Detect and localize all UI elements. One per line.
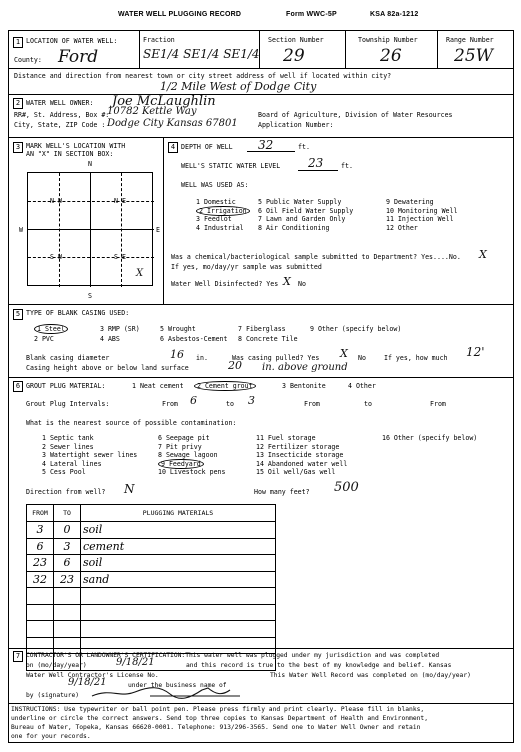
table-cell[interactable]: cement (81, 538, 276, 555)
section-3-number: 3 (13, 142, 23, 153)
grout-option-0[interactable]: 1 Neat cement (132, 382, 184, 390)
contam-option-4[interactable]: 2 Sewer lines (42, 442, 94, 451)
table-cell[interactable] (54, 604, 81, 621)
mark-label-2: AN "X" IN SECTION BOX: (26, 150, 114, 158)
table-header: PLUGGING MATERIALS (81, 505, 276, 522)
contam-option-8[interactable]: 3 Watertight sewer lines (42, 451, 138, 459)
grout-option-1[interactable]: 2 Cement grout (194, 382, 256, 390)
table-cell[interactable]: 23 (54, 571, 81, 588)
contam-option-12[interactable]: 4 Lateral lines (42, 459, 102, 468)
use-option-5[interactable]: 10 Monitoring Well (386, 206, 458, 215)
casing-type-2[interactable]: 5 Wrought (160, 325, 196, 333)
ksa-number: KSA 82a-1212 (370, 11, 419, 18)
nw-label: N W (50, 197, 62, 205)
contam-option-3[interactable]: 16 Other (specify below) (382, 434, 478, 442)
depth-unit: ft. (298, 143, 310, 151)
instructions-line-2: underline or circle the correct answers. Send top three copies to Kansas Department of Health and Environment, (11, 715, 429, 722)
use-option-4[interactable]: 6 Oil Field Water Supply (258, 206, 354, 215)
divider (8, 68, 514, 69)
use-option-10[interactable]: 8 Air Conditioning (258, 223, 330, 232)
board-text: Board of Agriculture, Division of Water Resources (258, 111, 453, 119)
section-7-number: 7 (13, 651, 23, 662)
table-row (27, 538, 276, 555)
contam-option-2[interactable]: 11 Fuel storage (256, 434, 316, 442)
grout-label: GROUT PLUG MATERIAL: (26, 382, 106, 390)
contam-option-13[interactable]: 9 Feedyard (158, 460, 204, 468)
cert-line-1: CONTRACTOR'S OR LANDOWNER'S CERTIFICATION:This water well was plugged under my jurisdiction and was completed (26, 652, 440, 659)
chem-answer[interactable]: X (479, 248, 487, 261)
table-row (27, 571, 276, 588)
table-cell[interactable] (81, 621, 276, 638)
casing-type-1[interactable]: 3 RMP (SR) (100, 325, 140, 333)
contam-option-5[interactable]: 7 Pit privy (158, 442, 202, 451)
static-unit: ft. (341, 162, 353, 170)
record-date[interactable]: 9/18/21 (68, 677, 107, 688)
static-label: WELL'S STATIC WATER LEVEL (181, 162, 281, 170)
direction-value[interactable]: N (124, 482, 135, 496)
se-label: S E (114, 253, 126, 261)
pulled-no: No (358, 354, 366, 362)
location-label: LOCATION OF WATER WELL: (26, 37, 118, 45)
howmuch-label: If yes, how much (384, 354, 448, 362)
signature[interactable] (90, 684, 250, 700)
cert-line-2a: on (mo/day/year) (26, 662, 87, 669)
table-cell[interactable]: sand (81, 571, 276, 588)
casing-type-6[interactable]: 4 ABS (100, 334, 120, 343)
casing-type-8[interactable]: 8 Concrete Tile (238, 334, 298, 343)
howmuch-value[interactable]: 12' (466, 345, 485, 359)
contam-option-6[interactable]: 12 Fertilizer storage (256, 442, 340, 451)
west-label: W (19, 226, 23, 234)
section-2-number: 2 (13, 98, 23, 109)
county-label: County: (14, 56, 42, 64)
table-row (27, 522, 276, 539)
divider (259, 30, 260, 68)
address-value[interactable]: 10782 Kettle Way (107, 106, 197, 117)
static-value[interactable]: 23 (308, 156, 324, 170)
pulled-label: Was casing pulled? Yes (232, 354, 320, 362)
table-row (27, 588, 276, 605)
feet-value[interactable]: 500 (334, 480, 359, 495)
height-value[interactable]: 20 (228, 359, 242, 372)
height-note[interactable]: in. above ground (262, 362, 348, 373)
range-label: Range Number (446, 36, 494, 44)
township-value[interactable]: 26 (380, 46, 402, 66)
divider (437, 30, 438, 68)
completion-date[interactable]: 9/18/21 (116, 657, 155, 668)
grout-option-2[interactable]: 3 Bentonite (282, 382, 326, 390)
cert-line-3a: Water Well Contractor's License No. (26, 672, 159, 679)
from-label-3: From (430, 400, 446, 408)
table-cell[interactable]: 32 (27, 571, 54, 588)
south-label: S (88, 292, 92, 300)
from-label-1: From (162, 400, 178, 408)
chem-date-label: If yes, mo/day/yr sample was submitted (171, 263, 322, 271)
table-cell[interactable]: 3 (27, 522, 54, 539)
ne-label: N E (114, 197, 126, 205)
height-label: Casing height above or below land surface (26, 364, 189, 372)
table-cell[interactable] (27, 621, 54, 638)
divider (139, 30, 140, 68)
contam-option-14[interactable]: 14 Abandoned water well (256, 459, 348, 468)
use-option-2[interactable]: 9 Dewatering (386, 198, 434, 206)
diameter-label: Blank casing diameter (26, 354, 110, 362)
use-option-3[interactable]: 2 Irrigation (196, 207, 250, 215)
table-cell[interactable] (81, 604, 276, 621)
well-mark[interactable]: X (136, 268, 144, 279)
table-cell[interactable] (54, 621, 81, 638)
divider (8, 304, 514, 305)
to-label-2: to (364, 400, 372, 408)
owner-value[interactable]: Joe McLaughlin (112, 94, 216, 109)
table-cell[interactable]: 0 (54, 522, 81, 539)
depth-label: DEPTH OF WELL (181, 143, 233, 151)
section-value[interactable]: 29 (283, 46, 305, 66)
range-value[interactable]: 25W (454, 46, 494, 66)
from-label-2: From (304, 400, 320, 408)
diameter-value[interactable]: 16 (170, 348, 184, 361)
casing-type-label: TYPE OF BLANK CASING USED: (26, 309, 130, 317)
table-cell[interactable]: soil (81, 555, 276, 572)
use-option-6[interactable]: 3 Feedlot (196, 215, 232, 223)
table-cell[interactable]: soil (81, 522, 276, 539)
intervals-label: Grout Plug Intervals: (26, 400, 110, 408)
table-header: TO (54, 505, 81, 522)
disinfected-label: Water Well Disinfected? Yes (171, 280, 279, 288)
fraction-label: Fraction (143, 36, 175, 44)
grout-option-3[interactable]: 4 Other (348, 382, 376, 390)
city-label: City, State, ZIP Code : (14, 121, 106, 129)
cert-line-5: by (signature) (26, 692, 80, 699)
casing-type-7[interactable]: 6 Asbestos-Cement (160, 334, 228, 343)
underline (298, 170, 338, 171)
owner-label: WATER WELL OWNER: (26, 99, 94, 107)
used-label: WELL WAS USED AS: (181, 181, 249, 189)
application-label: Application Number: (258, 121, 334, 129)
use-option-9[interactable]: 4 Industrial (196, 223, 244, 232)
table-row (27, 621, 276, 638)
contam-option-1[interactable]: 6 Seepage pit (158, 434, 210, 442)
table-cell[interactable] (27, 588, 54, 605)
use-option-1[interactable]: 5 Public Water Supply (258, 198, 342, 206)
from-value-1[interactable]: 6 (190, 394, 197, 407)
form-number: Form WWC-5P (286, 11, 337, 18)
divider (8, 94, 514, 95)
table-row (27, 555, 276, 572)
contamination-label: What is the nearest source of possible contamination: (26, 419, 237, 427)
form-title: WATER WELL PLUGGING RECORD (118, 11, 242, 18)
distance-label: Distance and direction from nearest town or city street address of well if located within city? (14, 72, 392, 80)
table-cell[interactable]: 6 (27, 538, 54, 555)
disinfected-answer[interactable]: X (283, 275, 291, 288)
table-cell[interactable]: 3 (54, 538, 81, 555)
table-cell[interactable] (27, 604, 54, 621)
divider (8, 703, 514, 704)
table-cell[interactable] (81, 588, 276, 605)
city-value[interactable]: Dodge City Kansas 67801 (107, 118, 238, 129)
casing-type-4[interactable]: 9 Other (specify below) (310, 325, 402, 333)
contam-option-0[interactable]: 1 Septic tank (42, 434, 94, 442)
use-option-7[interactable]: 7 Lawn and Garden Only (258, 215, 346, 223)
diameter-unit: in. (196, 354, 208, 362)
feet-label: How many feet? (254, 488, 310, 496)
contam-option-16[interactable]: 5 Cess Pool (42, 468, 86, 476)
disinfected-no: No (298, 280, 306, 288)
plugging-table (26, 504, 276, 671)
cert-line-4: under the business name of (128, 682, 227, 689)
casing-type-3[interactable]: 7 Fiberglass (238, 325, 286, 333)
depth-value[interactable]: 32 (258, 138, 274, 152)
mark-label-1: MARK WELL'S LOCATION WITH (26, 142, 126, 150)
use-option-11[interactable]: 12 Other (386, 223, 418, 232)
section-label: Section Number (268, 36, 324, 44)
section-1-number: 1 (13, 37, 23, 48)
casing-type-0[interactable]: 1 Steel (34, 325, 68, 333)
divider (345, 30, 346, 68)
to-label-1: to (226, 400, 234, 408)
to-value-1[interactable]: 3 (248, 394, 255, 407)
divider (8, 648, 514, 649)
sw-label: S W (50, 253, 62, 261)
north-label: N (88, 160, 92, 168)
use-option-0[interactable]: 1 Domestic (196, 198, 236, 206)
section-box[interactable] (27, 172, 153, 286)
contam-option-17[interactable]: 10 Livestock pens (158, 468, 226, 476)
casing-type-5[interactable]: 2 PVC (34, 334, 54, 343)
table-cell[interactable]: 6 (54, 555, 81, 572)
cert-line-3b: This Water Well Record was completed on (mo/day/year) (270, 672, 471, 679)
direction-label: Direction from well? (26, 488, 106, 496)
section-6-number: 6 (13, 381, 23, 392)
divider (8, 377, 514, 378)
table-cell[interactable]: 23 (27, 555, 54, 572)
east-label: E (156, 226, 160, 234)
contam-option-10[interactable]: 13 Insecticide storage (256, 451, 344, 459)
divider (163, 137, 164, 304)
pulled-answer[interactable]: X (340, 347, 348, 360)
contam-option-18[interactable]: 15 Oil well/Gas well (256, 468, 336, 476)
distance-value[interactable]: 1/2 Mile West of Dodge City (160, 80, 317, 93)
fraction-value[interactable]: SE1/4 SE1/4 SE1/4 (143, 47, 260, 61)
table-header: FROM (27, 505, 54, 522)
instructions-line-1: INSTRUCTIONS: Use typewriter or ball point pen. Please press firmly and print clearly. Please fill in blanks, (11, 706, 425, 713)
township-label: Township Number (358, 36, 418, 44)
use-option-8[interactable]: 11 Injection Well (386, 215, 454, 223)
instructions-line-4: one for your records. (11, 733, 91, 740)
section-4-number: 4 (168, 142, 178, 153)
address-label: RR#, St. Address, Box #: (14, 111, 110, 119)
cert-line-2b: and this record is true to the best of my knowledge and belief. Kansas (186, 662, 452, 669)
table-cell[interactable] (54, 588, 81, 605)
table-row (27, 604, 276, 621)
contam-option-9[interactable]: 8 Sewage lagoon (158, 451, 218, 459)
instructions-line-3: Bureau of Water, Topeka, Kansas 66620-0001. Telephone: 913/296-3565. Send one to Water Well Owner and retain (11, 724, 421, 731)
county-value[interactable]: Ford (58, 47, 99, 67)
section-5-number: 5 (13, 309, 23, 320)
chem-question: Was a chemical/bacteriological sample submitted to Department? Yes....No. (171, 253, 461, 261)
